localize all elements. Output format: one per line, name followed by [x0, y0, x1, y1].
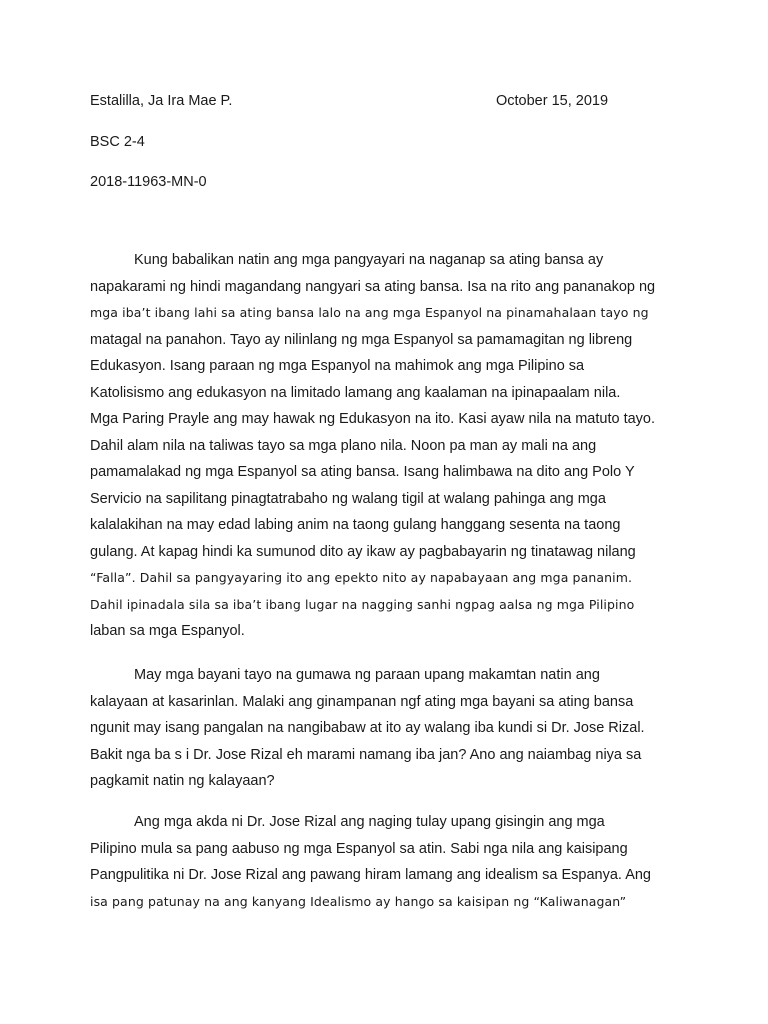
paragraph-3 [90, 809, 690, 915]
paragraph-line: matagal na panahon. Tayo ay nilinlang ng mga Espanyol sa pamamagitan ng libreng [90, 331, 633, 348]
paragraph-line: mga iba’t ibang lahi sa ating bansa lalo na ang mga Espanyol na pinamahalaan tayo ng [90, 305, 649, 320]
paragraph-line: laban sa mga Espanyol. [90, 623, 245, 639]
paragraph-line: Katolisismo ang edukasyon na limitado lamang ang kaalaman na ipinapaalam nila. [90, 384, 621, 401]
paragraph-line: gulang. At kapag hindi ka sumunod dito ay ikaw ay pagbabayarin ng tinatawag nilang [90, 543, 636, 560]
paragraph-line: Bakit nga ba s i Dr. Jose Rizal eh marami namang iba jan? Ano ang naiambag niya sa [90, 746, 642, 763]
paragraph-line: Dahil ipinadala sila sa iba’t ibang lugar na nagging sanhi ngpag aalsa ng mga Pilipino [90, 596, 635, 612]
paragraph-line: napakarami ng hindi magandang nangyari sa ating bansa. Isa na rito ang pananakop ng [90, 278, 656, 295]
paragraph-line: Servicio na sapilitang pinagtatrabaho ng walang tigil at walang pahinga ang mga [90, 490, 606, 507]
paragraph-line: Dahil alam nila na taliwas tayo sa mga plano nila. Noon pa man ay mali na ang [90, 437, 597, 454]
paragraph-line: kalayaan at kasarinlan. Malaki ang ginampanan ngf ating mga bayani sa ating bansa [90, 693, 634, 710]
paragraph-line: Pilipino mula sa pang aabuso ng mga Espanyol sa atin. Sabi nga nila ang kaisipang [90, 840, 628, 857]
paragraph-1 [90, 247, 690, 645]
paragraph-line: ngunit may isang pangalan na nangibabaw at ito ay walang iba kundi si Dr. Jose Rizal. [90, 720, 645, 736]
paragraph-line: Pangpulitika ni Dr. Jose Rizal ang pawang hiram lamang ang idealism sa Espanya. Ang [90, 867, 651, 883]
document-date: October 15, 2019 [496, 93, 609, 109]
student-number: 2018-11963-MN-0 [90, 174, 207, 190]
paragraph-line: Edukasyon. Isang paraan ng mga Espanyol na mahimok ang mga Pilipino sa [90, 358, 585, 374]
student-section: BSC 2-4 [90, 134, 145, 150]
paragraph-line: kalalakihan na may edad labing anim na taong gulang hanggang sesenta na taong [90, 517, 621, 533]
paragraph-line: Mga Paring Prayle ang may hawak ng Edukasyon na ito. Kasi ayaw nila na matuto tayo. [90, 411, 656, 427]
student-name: Estalilla, Ja Ira Mae P. [90, 93, 233, 109]
paragraph-line: May mga bayani tayo na gumawa ng paraan upang makamtan natin ang [134, 667, 600, 683]
paragraph-line: “Falla”. Dahil sa pangyayaring ito ang epekto nito ay napabayaan ang mga pananim. [90, 570, 633, 585]
paragraph-line: isa pang patunay na ang kanyang Idealismo ay hango sa kaisipan ng “Kaliwanagan” [90, 893, 627, 909]
paragraph-line: Ang mga akda ni Dr. Jose Rizal ang naging tulay upang gisingin ang mga [134, 814, 605, 830]
paragraph-line: pamamalakad ng mga Espanyol sa ating bansa. Isang halimbawa na dito ang Polo Y [90, 464, 635, 480]
paragraph-2 [90, 662, 690, 795]
paragraph-line: Kung babalikan natin ang mga pangyayari na naganap sa ating bansa ay [134, 252, 604, 268]
paragraph-line: pagkamit natin ng kalayaan? [90, 773, 275, 789]
